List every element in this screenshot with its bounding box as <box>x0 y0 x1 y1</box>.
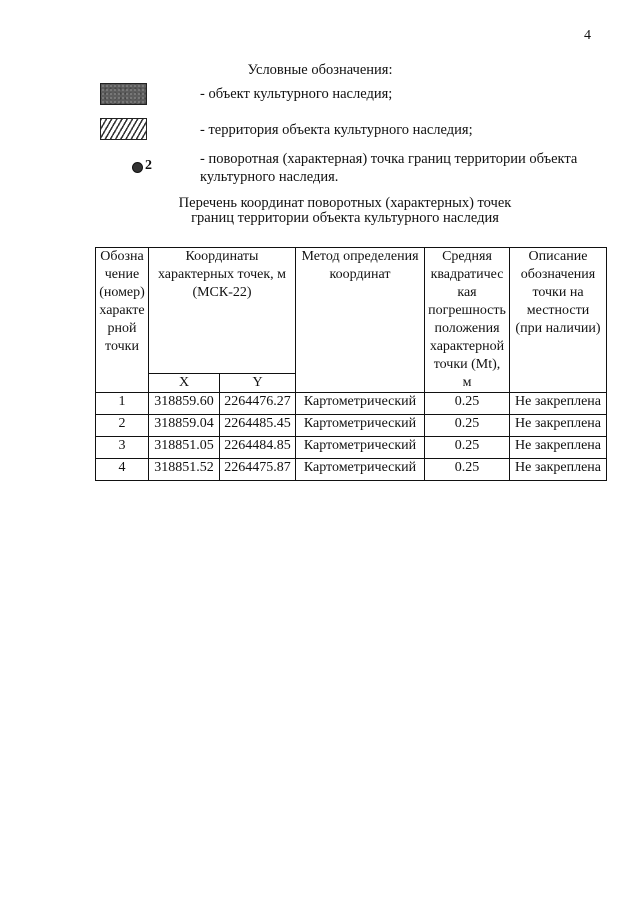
cell-num: 2 <box>96 415 149 437</box>
dark-gray-fill-swatch-icon <box>100 83 147 105</box>
header-y: Y <box>220 374 296 393</box>
table-row <box>96 393 607 415</box>
cell-y: 2264485.45 <box>220 415 296 437</box>
point-marker-label: 2 <box>145 158 152 173</box>
cell-method: Картометрический <box>296 415 425 437</box>
title-line: Перечень координат поворотных (характерных) точек <box>178 195 512 211</box>
cell-description: Не закреплена <box>510 393 607 415</box>
cell-error: 0.25 <box>425 459 510 481</box>
cell-y: 2264475.87 <box>220 459 296 481</box>
header-x: X <box>149 374 220 393</box>
header-description: Описание обозначения точки на местности (при наличии) <box>510 248 607 393</box>
legend-text: - объект культурного наследия; <box>200 86 393 102</box>
cell-method: Картометрический <box>296 437 425 459</box>
point-marker-icon <box>132 162 143 173</box>
header-error: Средняя квадратичес кая погрешность положения характерной точки (Mt), м <box>425 248 510 393</box>
table-row <box>96 459 607 481</box>
legend-text-line: культурного наследия. <box>200 169 339 185</box>
cell-description: Не закреплена <box>510 415 607 437</box>
header-coordinates: Координаты характерных точек, м (МСК-22) <box>149 248 296 374</box>
cell-num: 1 <box>96 393 149 415</box>
hatched-swatch-icon <box>100 118 147 140</box>
cell-x: 318859.60 <box>149 393 220 415</box>
coordinates-table <box>95 247 607 481</box>
cell-description: Не закреплена <box>510 459 607 481</box>
cell-method: Картометрический <box>296 459 425 481</box>
cell-error: 0.25 <box>425 415 510 437</box>
cell-y: 2264484.85 <box>220 437 296 459</box>
table-row <box>96 437 607 459</box>
header-method: Метод определения координат <box>296 248 425 393</box>
cell-method: Картометрический <box>296 393 425 415</box>
cell-num: 4 <box>96 459 149 481</box>
table-row <box>96 415 607 437</box>
cell-x: 318859.04 <box>149 415 220 437</box>
legend-title: Условные обозначения: <box>247 62 393 78</box>
cell-y: 2264476.27 <box>220 393 296 415</box>
cell-error: 0.25 <box>425 437 510 459</box>
title-line: границ территории объекта культурного наследия <box>191 210 499 226</box>
legend-text <box>200 150 577 186</box>
coordinates-list-title <box>0 196 640 226</box>
legend-text-line: - поворотная (характерная) точка границ территории объекта <box>200 151 578 167</box>
cell-x: 318851.05 <box>149 437 220 459</box>
page-number: 4 <box>584 28 591 43</box>
cell-num: 3 <box>96 437 149 459</box>
cell-error: 0.25 <box>425 393 510 415</box>
legend-text: - территория объекта культурного наследия; <box>200 122 473 138</box>
header-designation: Обозна чение (номер) характе рной точки <box>96 248 149 393</box>
cell-x: 318851.52 <box>149 459 220 481</box>
cell-description: Не закреплена <box>510 437 607 459</box>
